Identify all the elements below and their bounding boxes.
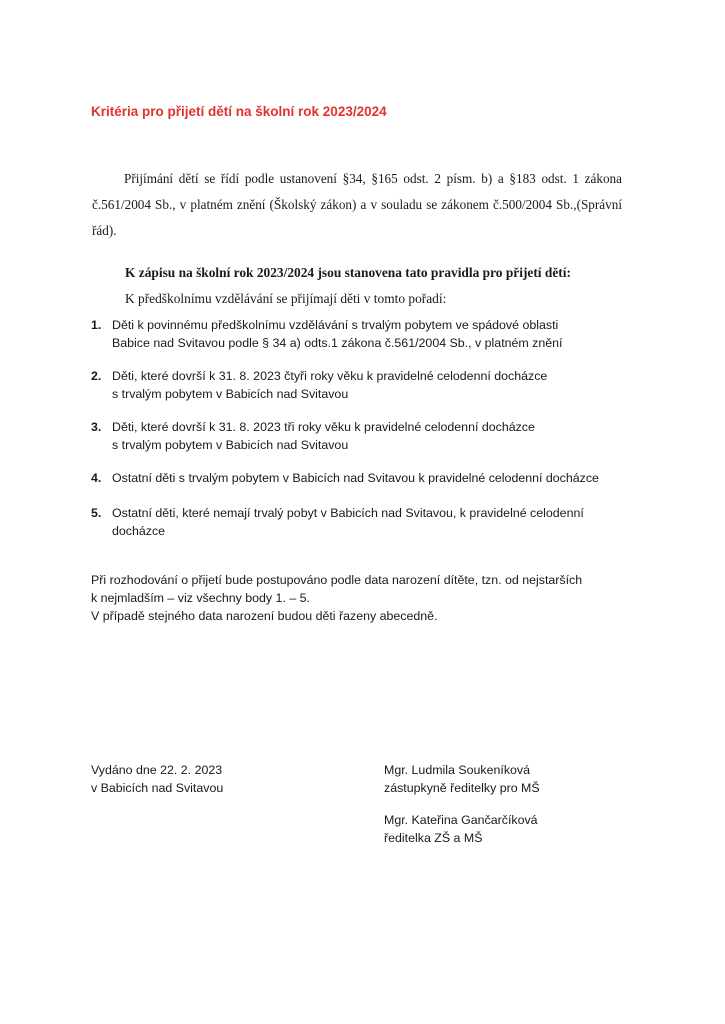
criterion-line: Děti k povinnému předškolnímu vzdělávání s trvalým pobytem ve spádové oblasti [112, 318, 559, 332]
rules-heading: K zápisu na školní rok 2023/2024 jsou stanovena tato pravidla pro přijetí dětí: [125, 265, 571, 280]
criterion-line: Ostatní děti, které nemají trvalý pobyt v Babicích nad Svitavou, k pravidelné celodenní [112, 506, 584, 520]
criterion-text [112, 418, 632, 454]
signatory-deputy [384, 761, 540, 797]
criterion-number: 3. [91, 420, 102, 434]
criterion-number: 1. [91, 318, 102, 332]
issued-block [91, 761, 223, 797]
signatory-name: Mgr. Kateřina Gančarčíková [384, 813, 538, 827]
criterion-line: docházce [112, 524, 166, 538]
signatory-director [384, 811, 540, 847]
issued-date: Vydáno dne 22. 2. 2023 [91, 763, 223, 777]
criterion-line: Děti, které dovrší k 31. 8. 2023 tři roky věku k pravidelné celodenní docházce [112, 420, 535, 434]
signatory-role: ředitelka ZŠ a MŠ [384, 831, 483, 845]
criterion-text [112, 316, 632, 352]
note-line: k nejmladším – viz všechny body 1. – 5. [91, 591, 311, 605]
criterion-text [112, 367, 632, 403]
signatory-role: zástupkyně ředitelky pro MŠ [384, 781, 540, 795]
criterion-text [112, 469, 632, 487]
document-title: Kritéria pro přijetí dětí na školní rok 2023/2024 [91, 104, 387, 119]
note-line: V případě stejného data narození budou děti řazeny abecedně. [91, 609, 438, 623]
criterion-line: Babice nad Svitavou podle § 34 a) odts.1 zákona č.561/2004 Sb., v platném znění [112, 336, 563, 350]
criterion-number: 4. [91, 471, 102, 485]
criterion-number: 5. [91, 506, 102, 520]
issued-place: v Babicích nad Svitavou [91, 781, 224, 795]
criterion-line: Ostatní děti s trvalým pobytem v Babicích nad Svitavou k pravidelné celodenní docházce [112, 471, 599, 485]
signatures-block [384, 761, 540, 847]
signatory-name: Mgr. Ludmila Soukeníková [384, 763, 531, 777]
criterion-line: Děti, které dovrší k 31. 8. 2023 čtyři roky věku k pravidelné celodenní docházce [112, 369, 548, 383]
criterion-number: 2. [91, 369, 102, 383]
criterion-text [112, 504, 632, 540]
rules-subheading: K předškolnímu vzdělávání se přijímají děti v tomto pořadí: [125, 291, 447, 306]
note-line: Při rozhodování o přijetí bude postupováno podle data narození dítěte, tzn. od nejstarších [91, 573, 583, 587]
intro-paragraph: Přijímání dětí se řídí podle ustanovení §34, §165 odst. 2 písm. b) a §183 odst. 1 zákona č.561/2004 Sb., v platném znění (Školský zákon) a v souladu se zákonem č.500/2004 Sb.,(Správní řád). [92, 171, 622, 238]
ordering-note [91, 571, 631, 625]
criterion-line: s trvalým pobytem v Babicích nad Svitavou [112, 438, 349, 452]
criterion-line: s trvalým pobytem v Babicích nad Svitavou [112, 387, 349, 401]
